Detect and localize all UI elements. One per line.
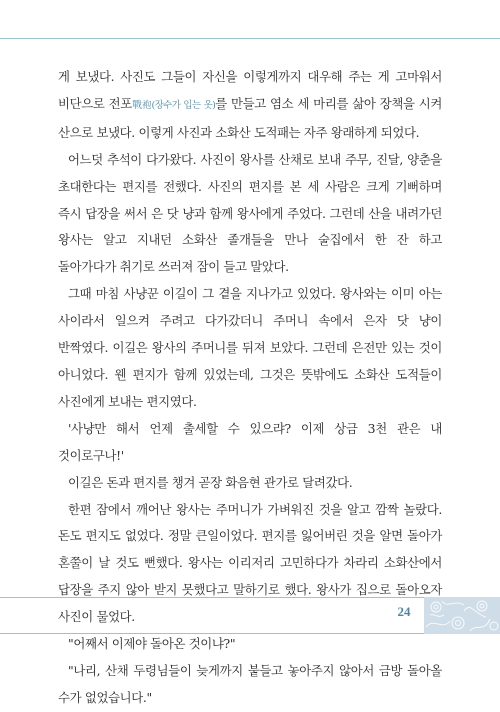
paragraph: [58, 631, 442, 658]
paragraph-text: 어느덧 추석이 다가왔다. 사진이 왕사를 산채로 보내 주무, 진달, 양춘을 초대한다는 편지를 전했다. 사진의 편지를 본 세 사람은 크게 기뻐하며 즉시 답장을 써서 은 닷 냥과 함께 왕사에게 주었다. 그런데 산을 내려가던 왕사는 알고 지내던 소화산 졸개들을 만나 술집에서 한 잔 하고 돌아가다가 취기로 쓰러져 잠이 들고 말았다.: [58, 151, 442, 275]
dialogue: "나리, 산채 두령님들이 늦게까지 붙들고 놓아주지 않아서 금방 돌아올 수가 없었습니다.": [58, 662, 442, 705]
paragraph-text: 이길은 돈과 편지를 챙겨 곧장 화음현 관가로 달려갔다.: [68, 474, 353, 490]
page-footer: [0, 597, 500, 635]
dialogue: "어째서 이제야 돌아온 것이냐?": [68, 636, 236, 652]
paragraph: [58, 64, 442, 147]
paragraph-text: 그때 마침 사냥꾼 이길이 그 곁을 지나가고 있었다. 왕사와는 이미 아는 사이라서 일으켜 주려고 다가갔더니 주머니 속에서 은자 닷 냥이 반짝였다. 이길은 왕사의 주머니를 뒤져 보았다. 그런데 은전만 있는 것이 아니었다. 웬 편지가 함께 있었는데, 그것은 뜻밖에도 소화산 도적들이 사진에게 보내는 편지였다.: [58, 286, 442, 409]
paragraph-text: 를 만들고 염소 세 마리를 삶아 장책을 시켜 산으로 보냈다. 이렇게 사진과 소화산 도적패는 자주 왕래하게 되었다.: [58, 95, 442, 140]
paragraph: [58, 470, 442, 497]
paragraph-text: 게 보냈다. 사진도 그들이 자신을 이렇게까지 대우해 주는 게 고마워서 비단으로 전포: [58, 69, 442, 111]
paragraph: [58, 281, 442, 416]
paragraph: [58, 147, 442, 282]
paragraph-text: 한편 잠에서 깨어난 왕사는 주머니가 가벼워진 것을 알고 깜짝 놀랐다. 돈도 편지도 없었다. 정말 큰일이었다. 편지를 잃어버린 것을 알면 돌아가 혼쭐이 날 것도 뻔했다. 왕사는 이리저리 고민하다가 차라리 소화산에서 답장을 주지 않아 받지 못했다고 말하기로 했다. 왕사가 집으로 돌아오자 사진이 물었다.: [58, 501, 442, 625]
floral-pattern-icon: [424, 597, 500, 634]
header-rule: [0, 38, 500, 39]
hanja-annotation: 戰袍(장수가 입는 옷): [131, 99, 216, 111]
page-number: 24: [397, 604, 411, 619]
footer-rule-bottom: [0, 633, 424, 634]
paragraph: [58, 416, 442, 470]
inner-thought: '사냥만 해서 언제 출세할 수 있으랴? 이제 상금 3천 관은 내 것이로구나!': [58, 420, 442, 463]
paragraph: [58, 658, 442, 712]
